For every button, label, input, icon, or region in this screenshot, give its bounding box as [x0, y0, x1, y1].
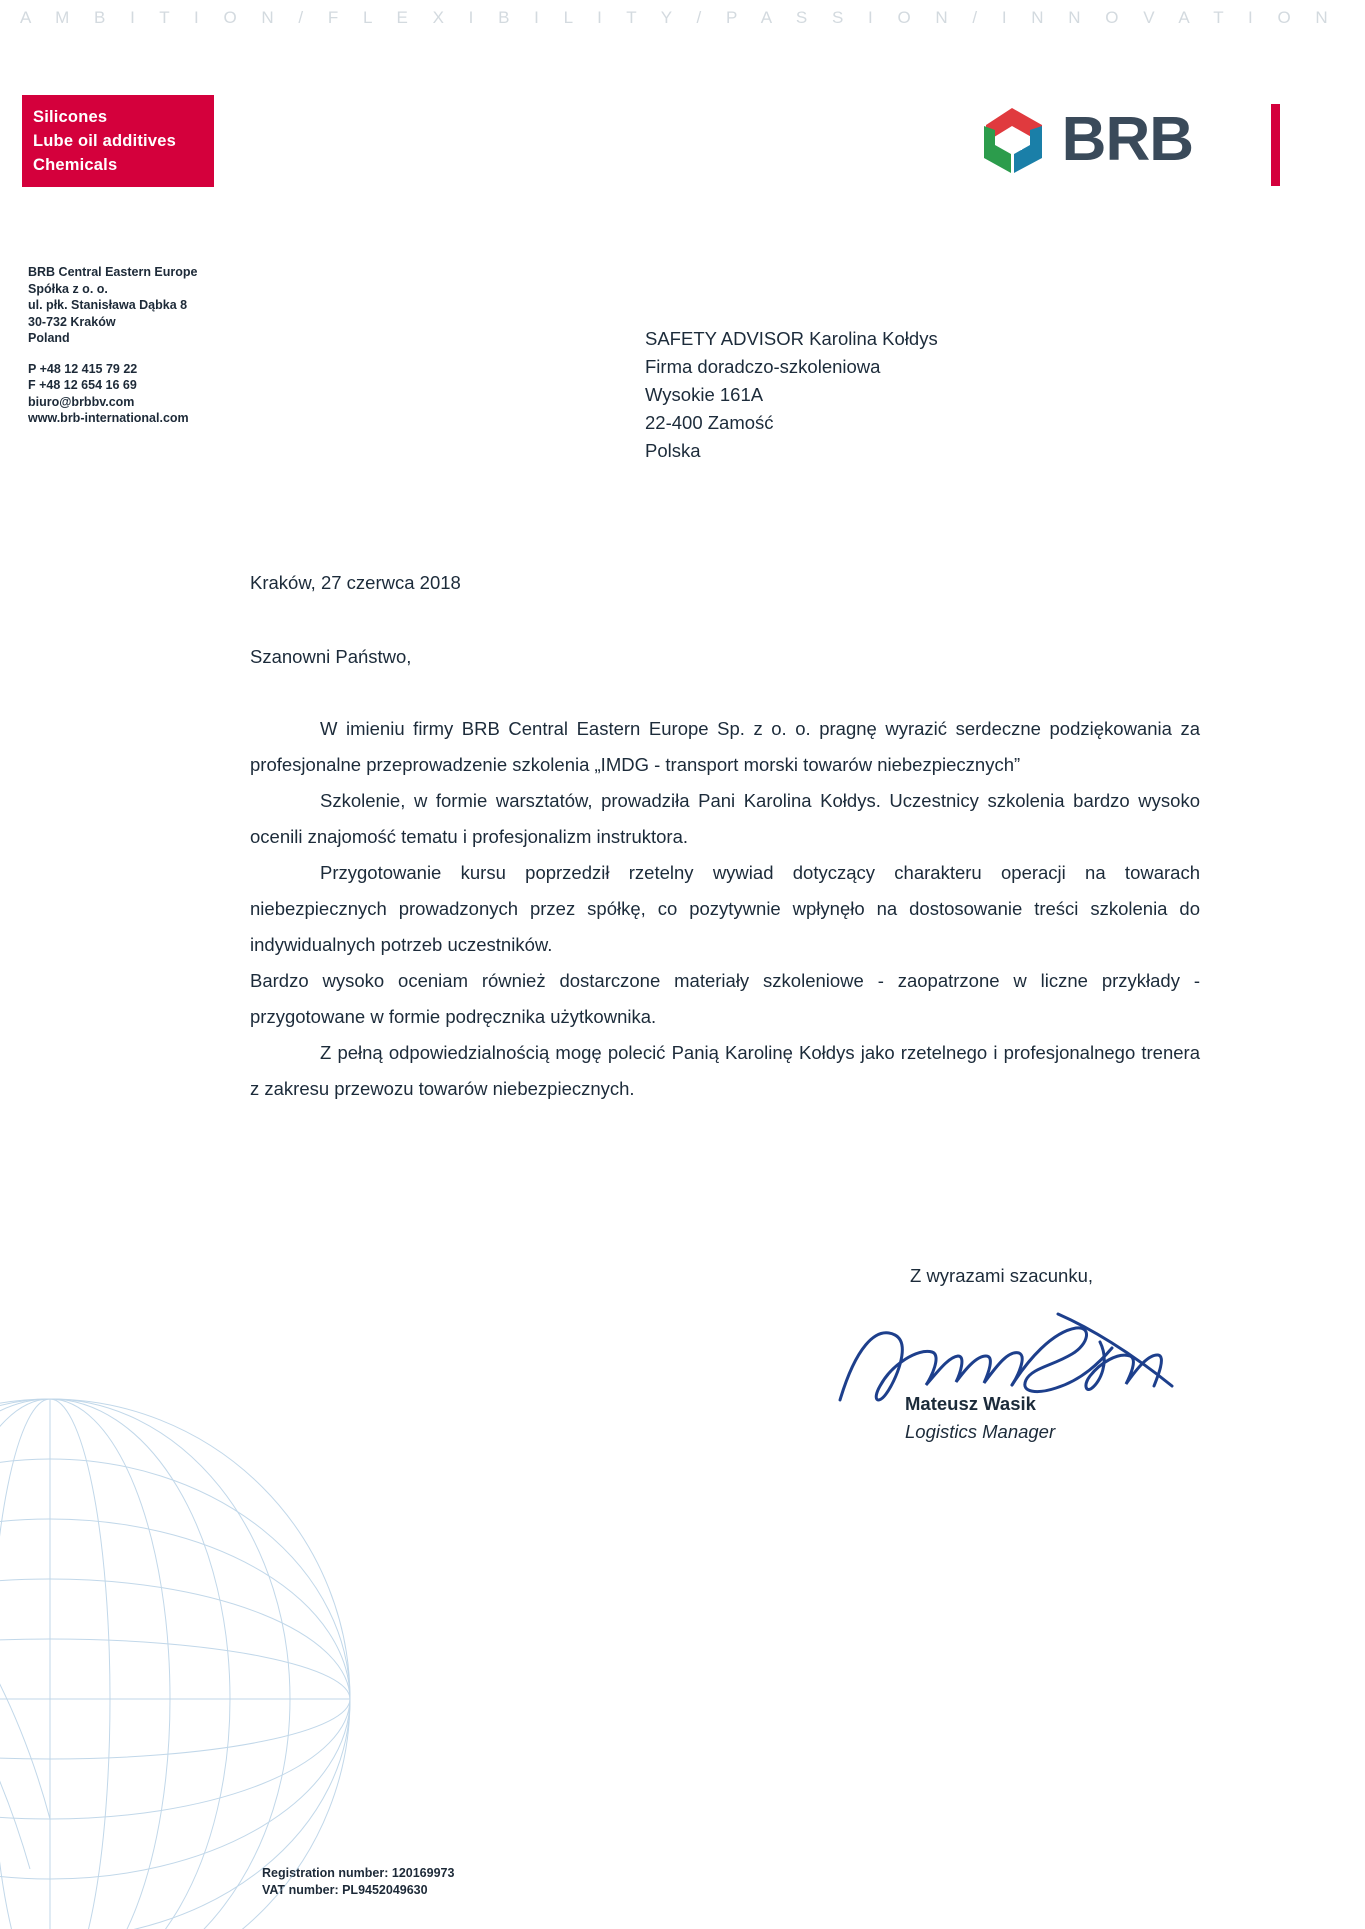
letter-paragraph-5: Z pełną odpowiedzialnością mogę polecić Panią Karolinę Kołdys jako rzetelnego i profesjonalnego trenera z zakresu przewozu towarów niebezpiecznych. [250, 1042, 1200, 1099]
recipient-line-4: 22-400 Zamość [645, 412, 774, 433]
sender-country: Poland [28, 331, 70, 345]
registration-number: Registration number: 120169973 [262, 1866, 455, 1880]
brand-tagline-block [22, 95, 214, 187]
tagline-line-2: Lube oil additives [33, 132, 176, 150]
sender-fax: F +48 12 654 16 69 [28, 378, 137, 392]
brb-wordmark: BRB [1061, 105, 1193, 174]
place-and-date: Kraków, 27 czerwca 2018 [250, 572, 461, 593]
sender-address [28, 264, 298, 441]
red-accent-bar [1271, 104, 1280, 186]
brb-logo [976, 104, 1193, 176]
sender-street: ul. płk. Stanisława Dąbka 8 [28, 298, 188, 312]
sender-legal-form: Spółka z o. o. [28, 281, 108, 296]
brb-hexagon-icon [976, 104, 1048, 176]
letter-paragraph-2: Szkolenie, w formie warsztatów, prowadziła Pani Karolina Kołdys. Uczestnicy szkolenia bardzo wysoko ocenili znajomość tematu i profesjonalizm instruktora. [250, 790, 1200, 847]
vat-number: VAT number: PL9452049630 [262, 1883, 428, 1897]
recipient-line-2: Firma doradczo-szkoleniowa [645, 356, 881, 377]
signature-block [905, 1390, 1055, 1446]
footer-registration [262, 1865, 454, 1899]
signature-name: Mateusz Wasik [905, 1393, 1036, 1414]
tagline-line-3: Chemicals [33, 156, 118, 174]
letter-paragraph-1: W imieniu firmy BRB Central Eastern Europe Sp. z o. o. pragnę wyrazić serdeczne podziękowania za profesjonalne przeprowadzenie szkolenia „IMDG - transport morski towarów niebezpiecznych” [250, 718, 1200, 775]
decorative-globe-graphic [0, 1349, 370, 1929]
tagline-line-1: Silicones [33, 108, 108, 126]
letter-paragraph-3: Przygotowanie kursu poprzedził rzetelny wywiad dotyczący charakteru operacji na towarach niebezpiecznych prowadzonych przez spółkę, co pozytywnie wpłynęło na dostosowanie treści szkolenia do indywidualnych potrzeb uczestników. [250, 862, 1200, 955]
recipient-line-1: SAFETY ADVISOR Karolina Kołdys [645, 328, 938, 349]
sender-website[interactable]: www.brb-international.com [28, 411, 189, 425]
recipient-address [645, 325, 938, 465]
salutation: Szanowni Państwo, [250, 646, 412, 667]
recipient-line-3: Wysokie 161A [645, 384, 764, 405]
header-slogan: A M B I T I O N / F L E X I B I L I T Y / P A S S I O N / I N N O V A T I O N [20, 8, 1338, 27]
letter-body [250, 565, 1200, 1107]
recipient-line-5: Polska [645, 440, 701, 461]
signature-role: Logistics Manager [905, 1421, 1056, 1442]
sender-email[interactable]: biuro@brbbv.com [28, 394, 135, 409]
closing-line: Z wyrazami szacunku, [910, 1265, 1093, 1286]
sender-phone: P +48 12 415 79 22 [28, 361, 138, 376]
letter-paragraph-4: Bardzo wysoko oceniam również dostarczone materiały szkoleniowe - zaopatrzone w liczne przykłady - przygotowane w formie podręcznika użytkownika. [250, 970, 1200, 1027]
sender-company: BRB Central Eastern Europe [28, 265, 198, 279]
sender-city: 30-732 Kraków [28, 314, 116, 329]
